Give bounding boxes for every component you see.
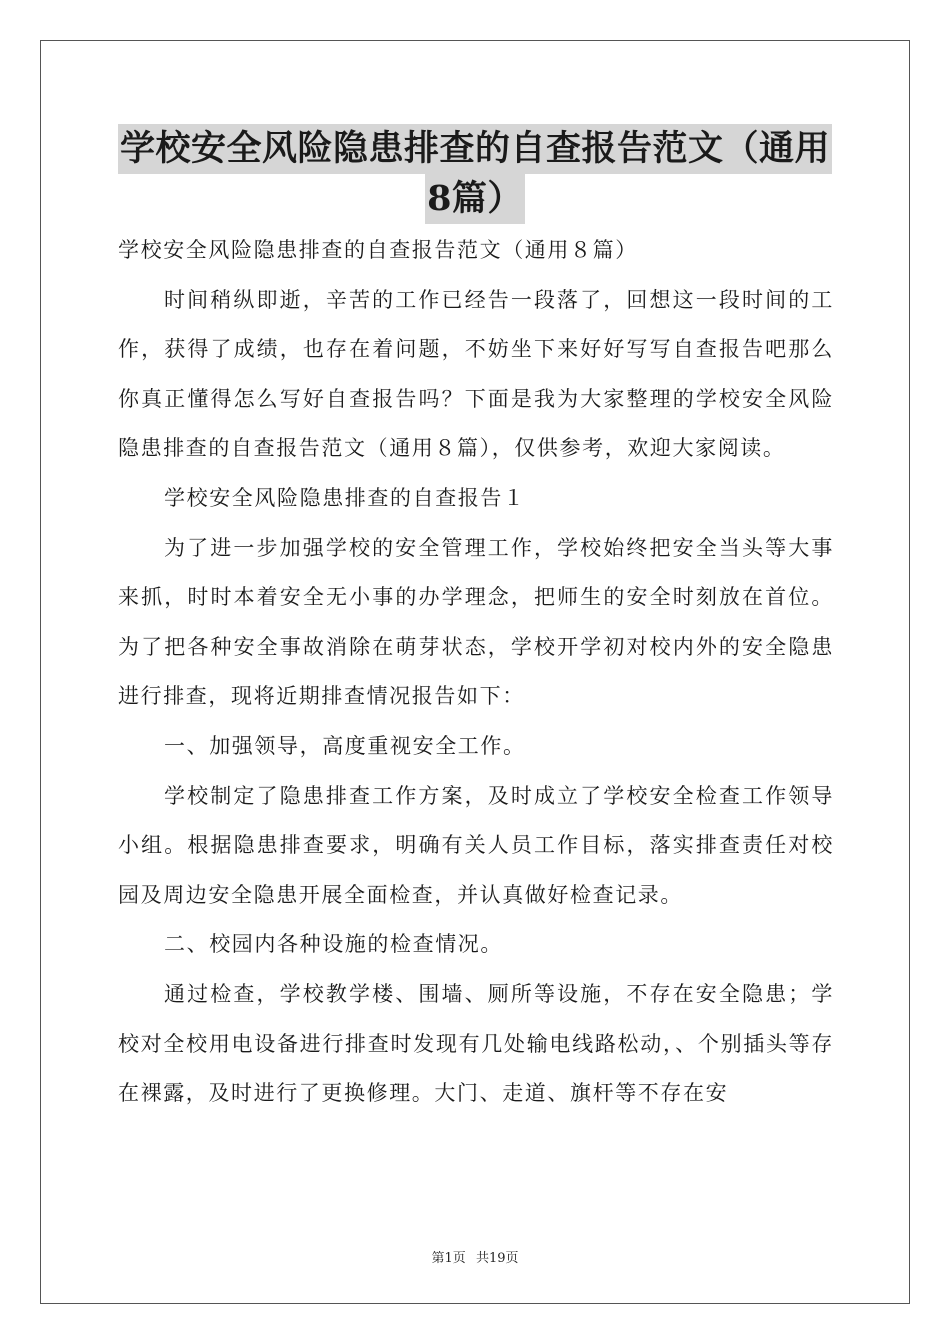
title-line-2: 8篇） [425,174,525,224]
paragraph-intro: 时间稍纵即逝，辛苦的工作已经告一段落了，回想这一段时间的工作，获得了成绩，也存在着问题，不妨坐下来好好写写自查报告吧那么你真正懂得怎么写好自查报告吗？下面是我为大家整理的学校安全风险隐患排查的自查报告范文（通用８篇），仅供参考，欢迎大家阅读。 [118,287,834,461]
section-heading-2: 二、校园内各种设施的检查情况。 [164,932,503,957]
paragraph-report-1: 为了进一步加强学校的安全管理工作，学校始终把安全当头等大事来抓，时时本着安全无小事的办学理念，把师生的安全时刻放在首位。为了把各种安全事故消除在萌芽状态，学校开学初对校内外的安全隐患进行排查，现将近期排查情况报告如下： [118,535,834,709]
title-line-1: 学校安全风险隐患排查的自查报告范文（通用 [118,124,832,174]
paragraph-subtitle: 学校安全风险隐患排查的自查报告范文（通用８篇） [118,238,638,262]
paragraph-facilities: 通过检查，学校教学楼、围墙、厕所等设施，不存在安全隐患；学校对全校用电设备进行排查时发现有几处输电线路松动，、个别插头等存在裸露，及时进行了更换修理。大门、走道、旗杆等不存在安 [118,981,834,1106]
page-number: 第1页 [431,1251,466,1266]
page-total: 共19页 [475,1251,519,1266]
paragraph-leadership: 学校制定了隐患排查工作方案，及时成立了学校安全检查工作领导小组。根据隐患排查要求，明确有关人员工作目标，落实排查责任对校园及周边安全隐患开展全面检查，并认真做好检查记录。 [118,783,834,907]
section-heading-1: 一、加强领导，高度重视安全工作。 [164,733,526,758]
document-title [0,124,950,224]
page-footer [0,1247,950,1266]
section-heading-report-1: 学校安全风险隐患排查的自查报告１ [164,485,526,510]
document-body [118,226,834,1119]
